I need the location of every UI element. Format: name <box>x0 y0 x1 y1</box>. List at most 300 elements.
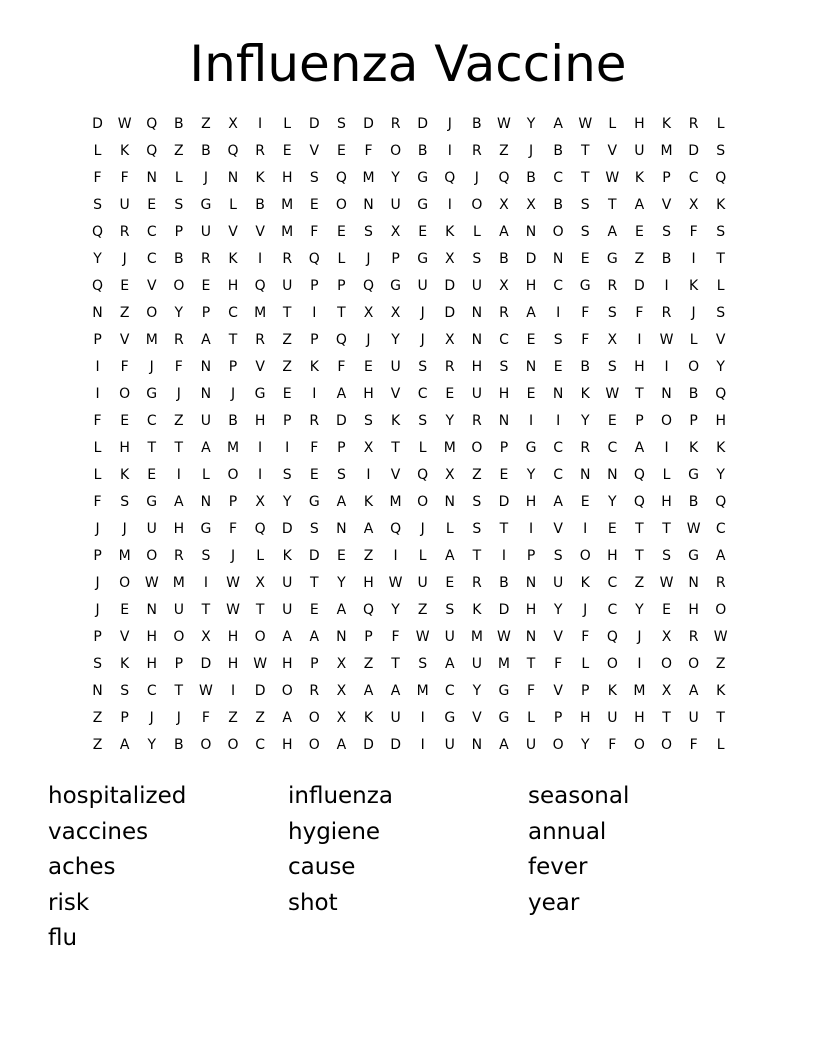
grid-letter: F <box>174 359 183 375</box>
grid-letter: W <box>497 116 511 132</box>
grid-letter: C <box>499 332 509 348</box>
grid-letter: I <box>258 440 263 456</box>
grid-letter: Z <box>634 575 645 591</box>
grid-letter: W <box>659 332 674 348</box>
grid-letter: S <box>418 656 428 672</box>
grid-letter: O <box>552 224 564 240</box>
grid-letter: F <box>635 305 644 321</box>
grid-letter: F <box>93 413 102 429</box>
grid-letter: G <box>688 548 700 564</box>
grid-letter: Z <box>92 737 103 753</box>
grid-letter: O <box>119 575 131 591</box>
grid-letter: E <box>120 602 130 618</box>
grid-letter: O <box>254 629 266 645</box>
grid-letter: V <box>715 332 726 348</box>
grid-letter: E <box>526 332 536 348</box>
grid-letter: L <box>662 467 671 483</box>
grid-letter: E <box>445 386 455 402</box>
grid-letter: C <box>255 737 265 753</box>
grid-letter: D <box>688 143 699 159</box>
grid-letter: N <box>336 521 347 537</box>
grid-letter: Z <box>228 710 238 726</box>
grid-letter: T <box>174 440 184 456</box>
grid-letter: Q <box>254 278 266 294</box>
grid-letter: U <box>417 575 428 591</box>
grid-letter: Z <box>282 359 292 375</box>
grid-letter: D <box>336 413 347 429</box>
grid-letter: Y <box>174 305 184 321</box>
grid-letter: I <box>637 656 642 672</box>
word-list <box>48 779 768 957</box>
grid-letter: H <box>146 629 157 645</box>
grid-letter: B <box>174 737 184 753</box>
grid-letter: C <box>553 278 564 294</box>
grid-letter: H <box>281 737 293 753</box>
grid-letter: H <box>579 710 591 726</box>
grid-letter: N <box>607 467 618 483</box>
grid-letter: Z <box>119 305 130 321</box>
grid-letter: U <box>282 602 293 618</box>
grid-letter: Y <box>445 413 455 429</box>
page-title: Influenza Vaccine <box>189 35 627 93</box>
grid-letter: L <box>283 116 292 132</box>
grid-letter: I <box>393 548 398 564</box>
grid-letter: P <box>174 656 184 672</box>
grid-letter: A <box>634 440 645 456</box>
grid-letter: H <box>227 278 239 294</box>
grid-letter: P <box>174 224 184 240</box>
grid-letter: W <box>144 575 159 591</box>
grid-letter: K <box>661 116 672 132</box>
grid-letter: J <box>149 710 154 726</box>
grid-letter: Z <box>715 656 726 672</box>
grid-letter: A <box>336 737 347 753</box>
grid-letter: J <box>474 170 479 186</box>
grid-letter: A <box>634 197 645 213</box>
grid-letter: F <box>581 629 590 645</box>
grid-letter: F <box>581 305 590 321</box>
grid-letter: K <box>255 170 265 186</box>
grid-letter: O <box>200 737 212 753</box>
grid-letter: O <box>146 305 158 321</box>
grid-letter: T <box>228 332 238 348</box>
grid-letter: V <box>228 224 238 240</box>
grid-letter: K <box>120 467 130 483</box>
grid-letter: P <box>581 683 590 699</box>
grid-letter: N <box>661 386 672 402</box>
grid-letter: H <box>607 548 618 564</box>
grid-letter: D <box>363 116 374 132</box>
grid-letter: W <box>253 656 268 672</box>
grid-letter: C <box>417 386 428 402</box>
grid-letter: I <box>258 467 263 483</box>
grid-letter: A <box>553 494 563 510</box>
grid-letter: J <box>420 332 425 348</box>
grid-letter: X <box>661 629 672 645</box>
grid-letter: J <box>95 521 100 537</box>
grid-letter: N <box>200 494 212 510</box>
grid-letter: P <box>201 305 211 321</box>
grid-letter: F <box>689 737 698 753</box>
grid-letter: G <box>444 710 456 726</box>
word-list-item: year <box>528 889 580 916</box>
grid-letter: T <box>580 170 590 186</box>
grid-letter: K <box>472 602 482 618</box>
grid-letter: E <box>499 467 509 483</box>
grid-letter: B <box>228 413 238 429</box>
grid-letter: B <box>553 143 563 159</box>
grid-letter: X <box>607 332 618 348</box>
grid-letter: M <box>497 656 510 672</box>
grid-letter: G <box>579 278 591 294</box>
word-list-item: risk <box>48 889 90 916</box>
grid-letter: G <box>498 710 510 726</box>
grid-letter: Q <box>417 467 429 483</box>
grid-letter: C <box>146 683 157 699</box>
grid-letter: U <box>200 413 212 429</box>
grid-letter: E <box>147 197 157 213</box>
grid-letter: F <box>554 656 563 672</box>
grid-letter: S <box>662 548 671 564</box>
grid-letter: E <box>580 494 590 510</box>
grid-letter: Q <box>308 251 320 267</box>
grid-letter: U <box>688 710 699 726</box>
grid-letter: D <box>444 278 456 294</box>
grid-letter: Z <box>174 143 184 159</box>
grid-letter: H <box>525 494 537 510</box>
grid-letter: K <box>309 359 319 375</box>
grid-letter: U <box>417 278 428 294</box>
grid-letter: P <box>553 710 563 726</box>
word-list-item: vaccines <box>48 818 149 845</box>
grid-letter: A <box>553 116 563 132</box>
grid-letter: N <box>227 170 239 186</box>
grid-letter: U <box>553 575 564 591</box>
grid-letter: E <box>201 278 211 294</box>
grid-letter: N <box>525 575 537 591</box>
grid-letter: S <box>499 359 509 375</box>
grid-letter: G <box>254 386 266 402</box>
grid-letter: E <box>309 467 319 483</box>
grid-letter: N <box>200 386 212 402</box>
grid-letter: J <box>149 359 154 375</box>
grid-letter: S <box>418 413 428 429</box>
grid-letter: H <box>634 710 645 726</box>
grid-letter: R <box>173 332 184 348</box>
grid-letter: Z <box>174 413 184 429</box>
grid-letter: Y <box>391 602 400 618</box>
grid-letter: Q <box>633 494 645 510</box>
grid-letter: O <box>552 737 564 753</box>
grid-letter: A <box>282 629 292 645</box>
grid-letter: O <box>579 548 591 564</box>
grid-letter: U <box>471 386 482 402</box>
grid-letter: H <box>525 602 537 618</box>
grid-letter: H <box>715 413 726 429</box>
grid-letter: O <box>688 359 700 375</box>
grid-letter: Z <box>363 656 374 672</box>
grid-letter: H <box>254 413 266 429</box>
grid-letter: H <box>471 359 483 375</box>
grid-letter: W <box>605 386 620 402</box>
letter-grid <box>84 111 734 759</box>
grid-letter: O <box>688 656 700 672</box>
grid-letter: S <box>309 521 319 537</box>
grid-letter: B <box>688 494 699 510</box>
grid-letter: W <box>226 575 240 591</box>
grid-letter: I <box>366 467 371 483</box>
grid-letter: E <box>309 197 319 213</box>
grid-letter: A <box>282 710 292 726</box>
grid-letter: W <box>388 575 403 591</box>
grid-letter: X <box>390 305 401 321</box>
grid-letter: G <box>146 386 158 402</box>
grid-letter: R <box>309 413 320 429</box>
word-list-item: influenza <box>288 783 393 809</box>
grid-letter: B <box>526 170 536 186</box>
grid-letter: S <box>553 332 563 348</box>
grid-letter: M <box>389 494 402 510</box>
grid-letter: W <box>226 602 240 618</box>
grid-letter: N <box>336 629 347 645</box>
grid-letter: Y <box>716 467 725 483</box>
grid-letter: S <box>607 359 617 375</box>
grid-letter: W <box>497 629 511 645</box>
grid-letter: P <box>228 494 238 510</box>
grid-letter: F <box>364 143 373 159</box>
grid-letter: U <box>282 575 293 591</box>
grid-letter: Q <box>444 170 456 186</box>
grid-letter: K <box>716 683 726 699</box>
grid-letter: L <box>93 143 102 159</box>
grid-letter: G <box>525 440 537 456</box>
grid-letter: R <box>607 278 618 294</box>
grid-letter: A <box>390 683 401 699</box>
grid-letter: W <box>686 521 701 537</box>
grid-letter: Y <box>472 683 482 699</box>
grid-letter: Q <box>227 143 239 159</box>
grid-letter: V <box>309 143 320 159</box>
grid-letter: F <box>201 710 210 726</box>
grid-letter: L <box>445 521 454 537</box>
grid-letter: X <box>526 197 536 213</box>
grid-letter: N <box>525 224 537 240</box>
grid-letter: H <box>661 494 672 510</box>
grid-letter: Y <box>716 359 725 375</box>
grid-letter: I <box>556 305 561 321</box>
grid-letter: C <box>444 683 455 699</box>
grid-letter: K <box>445 224 455 240</box>
grid-letter: S <box>120 494 130 510</box>
grid-letter: Y <box>553 602 563 618</box>
grid-letter: L <box>689 332 698 348</box>
grid-letter: D <box>444 305 456 321</box>
grid-letter: E <box>607 413 617 429</box>
grid-letter: O <box>146 548 158 564</box>
grid-letter: V <box>661 197 672 213</box>
grid-letter: J <box>366 251 371 267</box>
grid-letter: L <box>202 467 210 483</box>
grid-letter: H <box>363 386 374 402</box>
grid-letter: B <box>499 251 509 267</box>
grid-letter: F <box>93 170 102 186</box>
grid-letter: F <box>310 224 319 240</box>
grid-letter: F <box>527 683 536 699</box>
grid-letter: J <box>230 548 236 564</box>
grid-letter: P <box>364 629 373 645</box>
grid-letter: R <box>255 143 265 159</box>
grid-letter: J <box>122 251 127 267</box>
grid-letter: L <box>174 170 183 186</box>
grid-letter: R <box>390 116 401 132</box>
grid-letter: B <box>661 251 672 267</box>
grid-letter: P <box>310 656 319 672</box>
grid-letter: O <box>606 656 618 672</box>
grid-letter: T <box>580 143 590 159</box>
grid-letter: T <box>608 197 617 213</box>
grid-letter: K <box>580 575 590 591</box>
grid-letter: H <box>363 575 374 591</box>
grid-letter: O <box>281 683 293 699</box>
grid-letter: S <box>174 197 184 213</box>
grid-letter: A <box>336 602 347 618</box>
grid-letter: Y <box>391 332 400 348</box>
grid-letter: P <box>282 413 292 429</box>
grid-letter: U <box>200 224 212 240</box>
grid-letter: K <box>390 413 401 429</box>
grid-letter: W <box>659 575 674 591</box>
grid-letter: N <box>444 494 455 510</box>
grid-letter: L <box>527 710 535 726</box>
grid-letter: V <box>553 683 563 699</box>
grid-letter: X <box>661 683 672 699</box>
grid-letter: P <box>337 278 346 294</box>
grid-letter: P <box>689 413 698 429</box>
grid-letter: J <box>176 710 181 726</box>
grid-letter: Z <box>634 251 645 267</box>
grid-letter: T <box>499 521 509 537</box>
grid-letter: S <box>716 143 726 159</box>
grid-letter: E <box>607 521 617 537</box>
grid-letter: O <box>390 143 402 159</box>
grid-letter: Q <box>362 602 374 618</box>
grid-letter: C <box>146 224 157 240</box>
grid-letter: U <box>444 737 455 753</box>
grid-letter: H <box>227 629 239 645</box>
grid-letter: Q <box>715 494 727 510</box>
grid-letter: J <box>366 332 371 348</box>
grid-letter: I <box>230 683 236 699</box>
grid-letter: T <box>635 548 644 564</box>
grid-letter: A <box>607 224 618 240</box>
grid-letter: V <box>119 332 130 348</box>
grid-letter: U <box>607 710 618 726</box>
grid-letter: O <box>173 278 185 294</box>
grid-letter: R <box>499 305 509 321</box>
grid-letter: U <box>173 602 184 618</box>
word-list-item: hygiene <box>288 818 381 845</box>
grid-letter: Z <box>282 332 292 348</box>
grid-letter: A <box>201 440 211 456</box>
grid-letter: J <box>637 629 642 645</box>
grid-letter: N <box>363 197 374 213</box>
grid-letter: A <box>499 737 509 753</box>
grid-letter: G <box>146 494 158 510</box>
grid-letter: X <box>499 278 509 294</box>
grid-letter: I <box>258 251 263 267</box>
grid-letter: F <box>310 440 319 456</box>
grid-letter: J <box>420 305 425 321</box>
grid-letter: E <box>282 386 292 402</box>
grid-letter: E <box>282 143 292 159</box>
grid-letter: Z <box>472 467 482 483</box>
grid-letter: S <box>580 224 590 240</box>
grid-letter: K <box>634 170 645 186</box>
grid-letter: G <box>417 197 429 213</box>
grid-letter: B <box>553 197 563 213</box>
grid-letter: I <box>285 440 290 456</box>
grid-letter: C <box>553 467 564 483</box>
grid-letter: Y <box>526 116 536 132</box>
grid-letter: F <box>228 521 238 537</box>
grid-letter: U <box>471 278 482 294</box>
grid-letter: O <box>227 467 239 483</box>
grid-letter: P <box>391 251 400 267</box>
grid-letter: W <box>713 629 728 645</box>
grid-letter: J <box>583 602 588 618</box>
grid-letter: J <box>176 386 181 402</box>
grid-letter: K <box>580 386 590 402</box>
grid-letter: B <box>417 143 428 159</box>
grid-letter: R <box>688 116 699 132</box>
grid-letter: T <box>635 386 644 402</box>
grid-letter: L <box>472 224 481 240</box>
grid-letter: E <box>120 278 130 294</box>
grid-letter: V <box>553 629 563 645</box>
grid-letter: Q <box>254 521 266 537</box>
grid-letter: S <box>662 224 671 240</box>
grid-letter: N <box>579 467 591 483</box>
grid-letter: Y <box>526 467 536 483</box>
grid-letter: F <box>120 170 129 186</box>
grid-letter: Q <box>92 224 104 240</box>
grid-letter: A <box>715 548 726 564</box>
grid-letter: Z <box>417 602 428 618</box>
grid-letter: R <box>444 359 455 375</box>
grid-letter: Q <box>390 521 402 537</box>
grid-letter: R <box>201 251 211 267</box>
grid-letter: C <box>146 413 157 429</box>
grid-letter: L <box>229 197 237 213</box>
grid-letter: S <box>282 467 292 483</box>
grid-letter: N <box>688 575 699 591</box>
grid-letter: R <box>255 332 265 348</box>
grid-letter: V <box>255 359 265 375</box>
grid-letter: R <box>688 629 699 645</box>
grid-letter: L <box>418 440 427 456</box>
grid-letter: P <box>337 440 346 456</box>
grid-letter: S <box>309 170 319 186</box>
grid-letter: W <box>199 683 213 699</box>
grid-letter: X <box>363 440 374 456</box>
grid-letter: I <box>664 278 669 294</box>
grid-letter: A <box>309 629 320 645</box>
grid-letter: T <box>391 440 400 456</box>
grid-letter: N <box>552 386 564 402</box>
grid-letter: S <box>336 467 346 483</box>
grid-letter: M <box>362 170 375 186</box>
grid-letter: G <box>200 197 212 213</box>
